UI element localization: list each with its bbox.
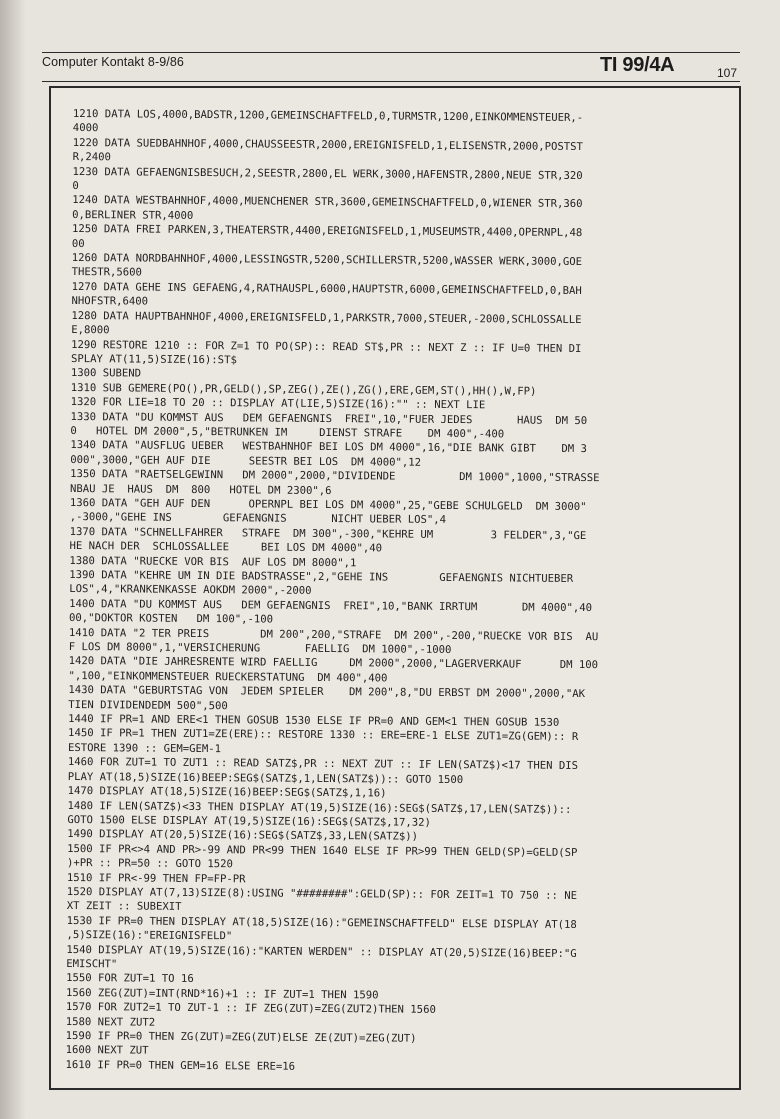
listing-line: 1230 DATA GEFAENGNISBESUCH,2,SEESTR,2800,EL WERK,3000,HAFENSTR,2800,NEUE STR,320 xyxy=(72,165,583,182)
listing-line: 1560 ZEG(ZUT)=INT(RND*16)+1 :: IF ZUT=1 THEN 1590 xyxy=(65,986,379,1002)
listing-line: XT ZEIT :: SUBEXIT xyxy=(66,900,182,914)
listing-line: 000",3000,"GEH AUF DIE SEESTR BEI LOS DM 4000",12 xyxy=(70,453,422,469)
listing-line: 0 HOTEL DM 2000",5,"BETRUNKEN IM DIENST STRAFE DM 400",-400 xyxy=(70,424,505,441)
listing-line: NHOFSTR,6400 xyxy=(71,295,149,308)
listing-line: ,-3000,"GEHE INS GEFAENGNIS NICHT UEBER LOS",4 xyxy=(69,511,447,527)
page-binding-shadow xyxy=(0,0,26,1119)
listing-line: 1450 IF PR=1 THEN ZUT1=ZE(ERE):: RESTORE 1330 :: ERE=ERE-1 ELSE ZUT1=ZG(GEM):: R xyxy=(68,727,579,744)
listing-line: 1410 DATA "2 TER PREIS DM 200",200,"STRAFE DM 200",-200,"RUECKE VOR BIS AU xyxy=(68,626,599,643)
listing-line: 1510 IF PR<-99 THEN FP=FP-PR xyxy=(66,871,246,885)
listing-line: 4000 xyxy=(72,122,99,135)
listing-line: GOTO 1500 ELSE DISPLAY AT(19,5)SIZE(16):SEG$(SATZ$,17,32) xyxy=(67,813,431,829)
listing-line: 1480 IF LEN(SATZ$)<33 THEN DISPLAY AT(19,5)SIZE(16):SEG$(SATZ$,17,LEN(SATZ$)):: xyxy=(67,799,578,816)
listing-line: 0 xyxy=(72,180,79,193)
listing-line: 1350 DATA "RAETSELGEWINN DM 2000",2000,"DIVIDENDE DM 1000",1000,"STRASSE xyxy=(70,468,600,485)
listing-line: R,2400 xyxy=(72,151,111,164)
listing-line: 1550 FOR ZUT=1 TO 16 xyxy=(66,972,194,986)
listing-line: 1580 NEXT ZUT2 xyxy=(65,1015,156,1029)
listing-line: SPLAY AT(11,5)SIZE(16):ST$ xyxy=(70,352,237,367)
system-title: TI 99/4A xyxy=(600,54,675,76)
listing-line: 1400 DATA "DU KOMMST AUS DEM GEFAENGNIS FREI",10,"BANK IRRTUM DM 4000",40 xyxy=(69,597,593,614)
listing-line: 1590 IF PR=0 THEN ZG(ZUT)=ZEG(ZUT)ELSE ZE(ZUT)=ZEG(ZUT) xyxy=(65,1029,417,1045)
page-number: 107 xyxy=(717,66,738,80)
listing-line: 00,"DOKTOR KOSTEN DM 100",-100 xyxy=(68,612,274,626)
listing-line: 1240 DATA WESTBAHNHOF,4000,MUENCHENER STR,3600,GEMEINSCHAFTFELD,0,WIENER STR,360 xyxy=(72,194,583,211)
listing-line: 1460 FOR ZUT=1 TO ZUT1 :: READ SATZ$,PR :: NEXT ZUT :: IF LEN(SATZ$)<17 THEN DIS xyxy=(67,756,579,773)
listing-line: NBAU JE HAUS DM 800 HOTEL DM 2300",6 xyxy=(69,482,332,497)
listing-line: 1280 DATA HAUPTBAHNHOF,4000,EREIGNISFELD,1,PARKSTR,7000,STEUER,-2000,SCHLOSSALLE xyxy=(71,309,582,326)
listing-line: ,5)SIZE(16):"EREIGNISFELD" xyxy=(66,929,233,943)
listing-line: 1380 DATA "RUECKE VOR BIS AUF LOS DM 8000",1 xyxy=(69,554,357,569)
listing-line: THESTR,5600 xyxy=(71,266,142,280)
program-listing xyxy=(65,107,737,1077)
listing-line: )+PR :: PR=50 :: GOTO 1520 xyxy=(67,857,233,871)
listing-line: 1210 DATA LOS,4000,BADSTR,1200,GEMEINSCHAFTFELD,0,TURMSTR,1200,EINKOMMENSTEUER,- xyxy=(72,107,584,125)
listing-line: HE NACH DER SCHLOSSALLEE BEI LOS DM 4000",40 xyxy=(69,540,383,555)
listing-line: 1290 RESTORE 1210 :: FOR Z=1 TO PO(SP):: READ ST$,PR :: NEXT Z :: IF U=0 THEN DI xyxy=(71,338,582,355)
listing-line: 1470 DISPLAY AT(18,5)SIZE(16)BEEP:SEG$(SATZ$,1,16) xyxy=(67,785,387,800)
listing-line: 1420 DATA "DIE JAHRESRENTE WIRD FAELLIG DM 2000",2000,"LAGERVERKAUF DM 100 xyxy=(68,655,599,672)
listing-line: 1310 SUB GEMERE(PO(),PR,GELD(),SP,ZEG(),ZE(),ZG(),ERE,GEM,ST(),HH(),W,FP) xyxy=(70,381,537,398)
listing-line: 1440 IF PR=1 AND ERE<1 THEN GOSUB 1530 ELSE IF PR=0 AND GEM<1 THEN GOSUB 1530 xyxy=(68,713,560,729)
listing-line: PLAY AT(18,5)SIZE(16)BEEP:SEG$(SATZ$,1,LEN(SATZ$)):: GOTO 1500 xyxy=(67,770,464,786)
listing-line: 1600 NEXT ZUT xyxy=(65,1044,149,1058)
listing-line: 1300 SUBEND xyxy=(70,367,142,380)
listing-line: EMISCHT" xyxy=(66,957,118,971)
listing-line: 1250 DATA FREI PARKEN,3,THEATERSTR,4400,EREIGNISFELD,1,MUSEUMSTR,4400,OPERNPL,48 xyxy=(71,223,583,240)
listing-line: ",100,"EINKOMMENSTEUER RUECKERSTATUNG DM 400",400 xyxy=(68,669,388,685)
header-bottom-rule xyxy=(42,81,740,82)
listing-line: 1430 DATA "GEBURTSTAG VON JEDEM SPIELER DM 200",8,"DU ERBST DM 2000",2000,"AK xyxy=(68,684,586,701)
listing-line: LOS",4,"KRANKENKASSE AOKDM 2000",-2000 xyxy=(69,583,312,598)
listing-line: 1490 DISPLAY AT(20,5)SIZE(16):SEG$(SATZ$,33,LEN(SATZ$)) xyxy=(67,828,419,844)
listing-line: 1340 DATA "AUSFLUG UEBER WESTBAHNHOF BEI LOS DM 4000",16,"DIE BANK GIBT DM 3 xyxy=(70,439,587,456)
listing-line: 1330 DATA "DU KOMMST AUS DEM GEFAENGNIS FREI",10,"FUER JEDES HAUS DM 50 xyxy=(70,410,588,427)
listing-line: 1610 IF PR=0 THEN GEM=16 ELSE ERE=16 xyxy=(65,1058,296,1073)
listing-line: TIEN DIVIDENDEDM 500",500 xyxy=(68,698,228,712)
header-top-rule xyxy=(42,52,740,53)
listing-line: 1390 DATA "KEHRE UM IN DIE BADSTRASSE",2,"GEHE INS GEFAENGNIS NICHTUEBER xyxy=(69,568,574,585)
listing-line: 1500 IF PR<>4 AND PR>-99 AND PR<99 THEN 1640 ELSE IF PR>99 THEN GELD(SP)=GELD(SP xyxy=(67,842,578,859)
listing-line: 1320 FOR LIE=18 TO 20 :: DISPLAY AT(LIE,5)SIZE(16):"" :: NEXT LIE xyxy=(70,396,486,412)
listing-line: 1530 IF PR=0 THEN DISPLAY AT(18,5)SIZE(16):"GEMEINSCHAFTFELD" ELSE DISPLAY AT(18 xyxy=(66,914,577,931)
listing-line: 1260 DATA NORDBAHNHOF,4000,LESSINGSTR,5200,SCHILLERSTR,5200,WASSER WERK,3000,GOE xyxy=(71,252,583,269)
listing-line: 00 xyxy=(71,237,85,250)
listing-line: 1570 FOR ZUT2=1 TO ZUT-1 :: IF ZEG(ZUT)=ZEG(ZUT2)THEN 1560 xyxy=(65,1001,436,1017)
listing-line: 1540 DISPLAY AT(19,5)SIZE(16):"KARTEN WERDEN" :: DISPLAY AT(20,5)SIZE(16)BEEP:"G xyxy=(66,943,577,960)
magazine-issue-label: Computer Kontakt 8-9/86 xyxy=(42,55,184,69)
listing-line: F LOS DM 8000",1,"VERSICHERUNG FAELLIG DM 1000",-1000 xyxy=(68,641,452,657)
listing-line: 1220 DATA SUEDBAHNHOF,4000,CHAUSSEESTR,2000,EREIGNISFELD,1,ELISENSTR,2000,POSTST xyxy=(72,136,584,153)
listing-line: 1270 DATA GEHE INS GEFAENG,4,RATHAUSPL,6000,HAUPTSTR,6000,GEMEINSCHAFTFELD,0,BAH xyxy=(71,280,582,297)
listing-line: 1370 DATA "SCHNELLFAHRER STRAFE DM 300",-300,"KEHRE UM 3 FELDER",3,"GE xyxy=(69,525,587,542)
listing-line: ESTORE 1390 :: GEM=GEM-1 xyxy=(67,741,222,756)
listing-line: 1520 DISPLAY AT(7,13)SIZE(8):USING "########":GELD(SP):: FOR ZEIT=1 TO 750 :: NE xyxy=(66,885,578,902)
listing-line: E,8000 xyxy=(71,324,110,337)
listing-line: 1360 DATA "GEH AUF DEN OPERNPL BEI LOS DM 4000",25,"GEBE SCHULGELD DM 3000" xyxy=(69,496,587,514)
listing-line: 0,BERLINER STR,4000 xyxy=(72,208,194,222)
